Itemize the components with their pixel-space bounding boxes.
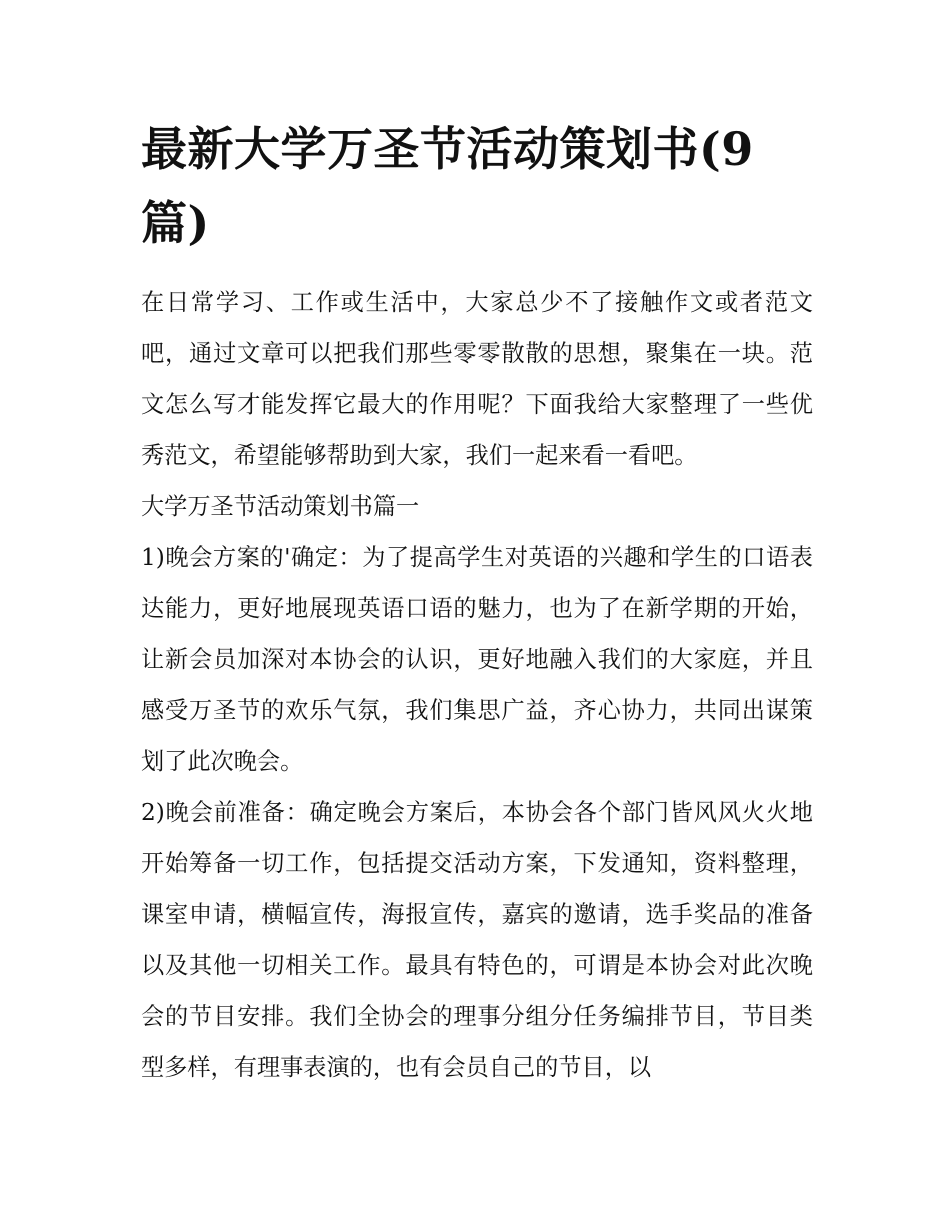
- paragraph-2: 2)晚会前准备：确定晚会方案后，本协会各个部门皆风风火火地开始筹备一切工作，包括提交活动方案，下发通知，资料整理，课室申请，横幅宣传，海报宣传，嘉宾的邀请，选手奖品的准备以及其他一切相关工作。最具有特色的，可谓是本协会对此次晚会的节目安排。我们全协会的理事分组分任务编排节目，节目类型多样，有理事表演的，也有会员自己的节目，以: [141, 799, 813, 1081]
- intro-paragraph: 在日常学习、工作或生活中，大家总少不了接触作文或者范文吧，通过文章可以把我们那些零零散散的思想，聚集在一块。范文怎么写才能发挥它最大的作用呢？下面我给大家整理了一些优秀范文，希望能够帮助到大家，我们一起来看一看吧。: [141, 289, 813, 469]
- document-body: [141, 112, 813, 1093]
- document-title: 最新大学万圣节活动策划书(9篇): [141, 122, 754, 250]
- section-heading: 大学万圣节活动策划书篇一: [141, 493, 420, 520]
- paragraph-1: 1)晚会方案的'确定：为了提高学生对英语的兴趣和学生的口语表达能力，更好地展现英语口语的魅力，也为了在新学期的开始，让新会员加深对本协会的认识，更好地融入我们的大家庭，并且感受万圣节的欢乐气氛，我们集思广益，齐心协力，共同出谋策划了此次晚会。: [141, 544, 813, 775]
